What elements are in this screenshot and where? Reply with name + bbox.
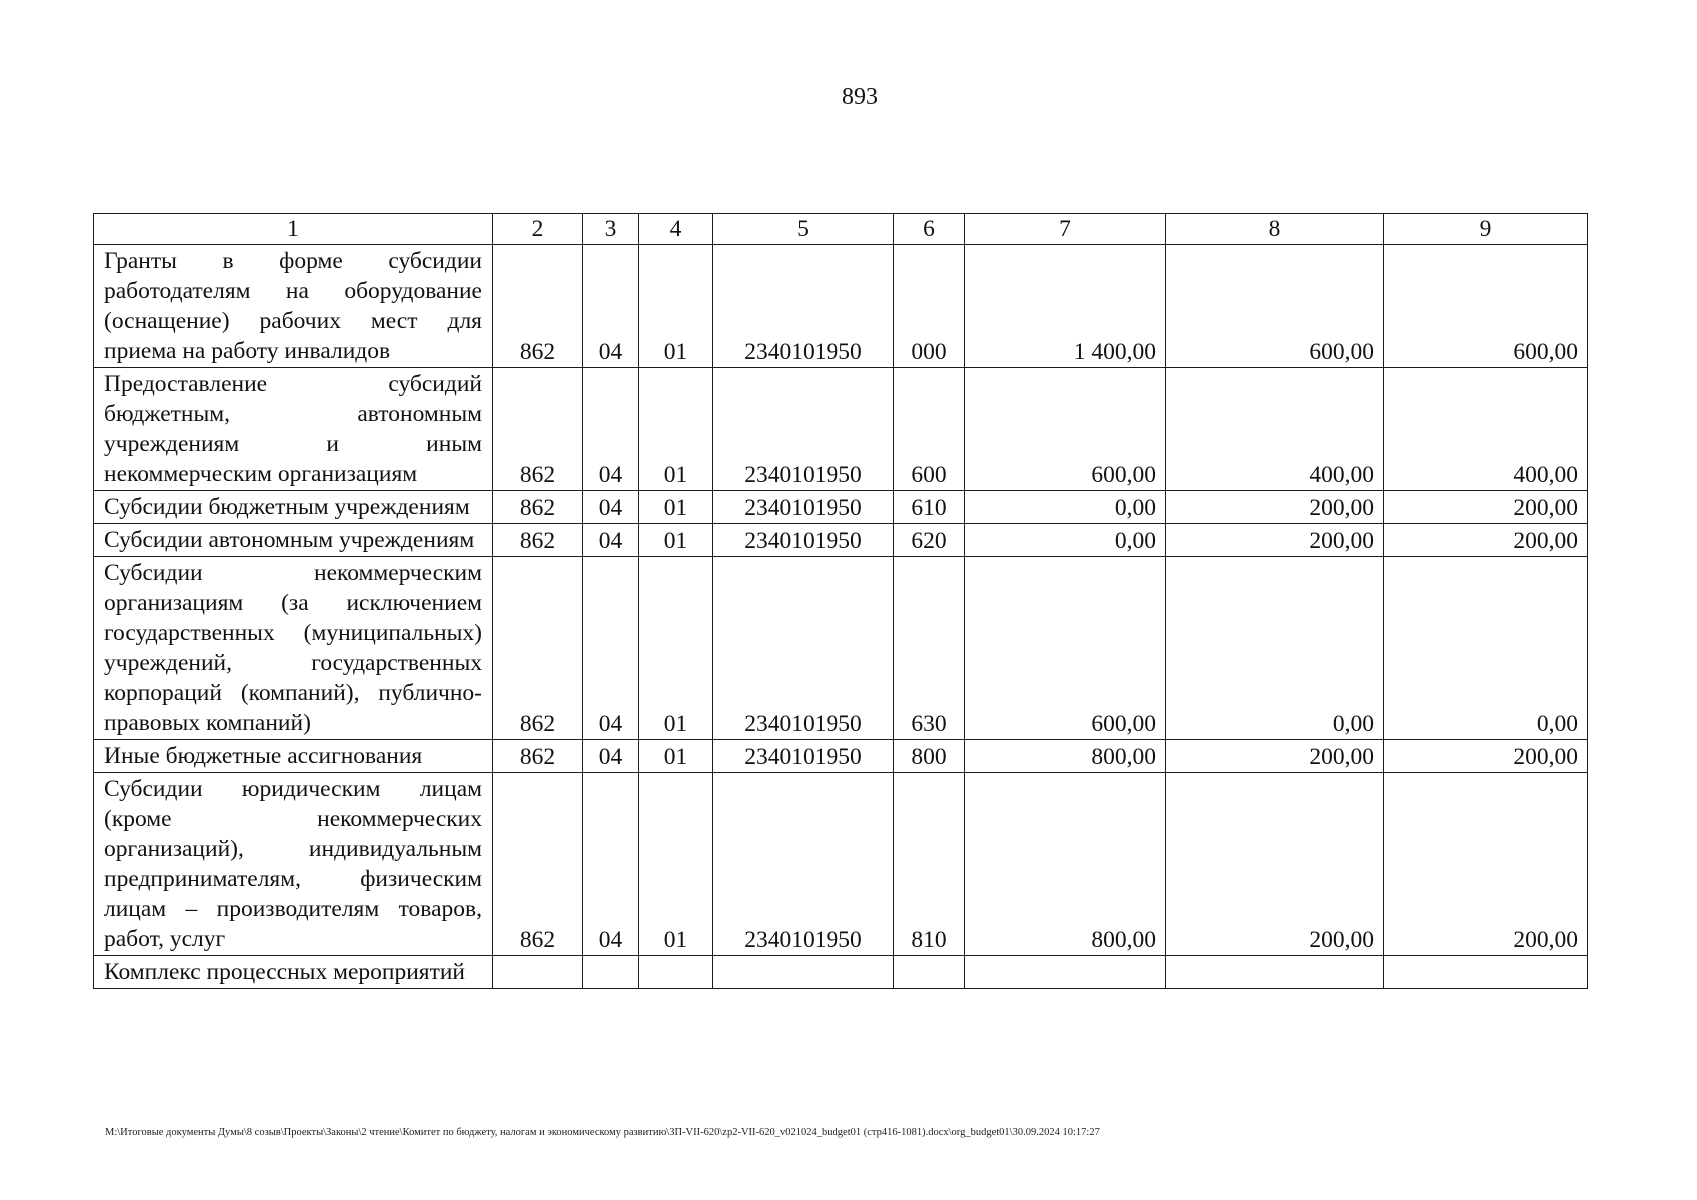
code-cell: 04 (583, 773, 639, 956)
code-cell: 04 (583, 557, 639, 740)
code-cell: 630 (894, 557, 965, 740)
code-cell: 04 (583, 740, 639, 773)
code-cell: 2340101950 (713, 524, 894, 557)
amount-cell: 200,00 (1166, 773, 1384, 956)
code-cell (493, 956, 583, 989)
header-cell: 9 (1384, 214, 1588, 245)
amount-cell: 600,00 (965, 368, 1166, 491)
code-cell: 04 (583, 245, 639, 368)
header-cell: 7 (965, 214, 1166, 245)
amount-cell (1384, 956, 1588, 989)
amount-cell: 200,00 (1384, 773, 1588, 956)
code-cell: 04 (583, 368, 639, 491)
code-cell: 04 (583, 524, 639, 557)
amount-cell: 0,00 (965, 524, 1166, 557)
code-cell: 2340101950 (713, 368, 894, 491)
code-cell: 01 (639, 368, 713, 491)
code-cell: 2340101950 (713, 773, 894, 956)
header-cell: 2 (493, 214, 583, 245)
code-cell: 862 (493, 773, 583, 956)
amount-cell: 200,00 (1384, 740, 1588, 773)
code-cell: 862 (493, 557, 583, 740)
code-cell: 2340101950 (713, 491, 894, 524)
row-name-cell: Комплекс процессных мероприятий (94, 956, 493, 989)
budget-table (93, 213, 1588, 989)
code-cell: 862 (493, 524, 583, 557)
code-cell: 01 (639, 245, 713, 368)
document-file-path: M:\Итоговые документы Думы\8 созыв\Проекты\Законы\2 чтение\Комитет по бюджету, налогам и экономическому развитию\ЗП-VII-620\zp2-VII-620_v021024_budget01 (стр416-1081).docx\org_budget01\30.09.2024 10:17:27 (105, 1127, 1100, 1138)
code-cell: 862 (493, 740, 583, 773)
amount-cell: 200,00 (1384, 524, 1588, 557)
header-cell: 5 (713, 214, 894, 245)
code-cell: 04 (583, 491, 639, 524)
table-row (94, 245, 1588, 368)
code-cell: 2340101950 (713, 245, 894, 368)
table-row (94, 557, 1588, 740)
amount-cell: 600,00 (965, 557, 1166, 740)
code-cell: 000 (894, 245, 965, 368)
table-row (94, 956, 1588, 989)
table-row (94, 491, 1588, 524)
amount-cell: 1 400,00 (965, 245, 1166, 368)
code-cell: 610 (894, 491, 965, 524)
row-name-cell: Субсидии юридическим лицам (кроме некоммерческих организаций), индивидуальным предпринимателям, физическим лицам – производителям товаров, работ, услуг (94, 773, 493, 956)
code-cell (894, 956, 965, 989)
table-row (94, 368, 1588, 491)
amount-cell: 600,00 (1166, 245, 1384, 368)
code-cell: 810 (894, 773, 965, 956)
table-header-row (94, 214, 1588, 245)
code-cell: 862 (493, 245, 583, 368)
code-cell: 2340101950 (713, 557, 894, 740)
code-cell (583, 956, 639, 989)
row-name-cell: Субсидии бюджетным учреждениям (94, 491, 493, 524)
header-cell: 8 (1166, 214, 1384, 245)
code-cell (639, 956, 713, 989)
amount-cell: 0,00 (1384, 557, 1588, 740)
code-cell: 2340101950 (713, 740, 894, 773)
amount-cell: 0,00 (1166, 557, 1384, 740)
amount-cell: 800,00 (965, 773, 1166, 956)
header-cell: 1 (94, 214, 493, 245)
amount-cell: 600,00 (1384, 245, 1588, 368)
row-name-cell: Предоставление субсидий бюджетным, автономным учреждениям и иным некоммерческим организациям (94, 368, 493, 491)
header-cell: 3 (583, 214, 639, 245)
amount-cell: 200,00 (1166, 491, 1384, 524)
amount-cell: 400,00 (1166, 368, 1384, 491)
table-row (94, 773, 1588, 956)
code-cell: 800 (894, 740, 965, 773)
row-name-cell: Субсидии автономным учреждениям (94, 524, 493, 557)
amount-cell: 400,00 (1384, 368, 1588, 491)
amount-cell: 800,00 (965, 740, 1166, 773)
amount-cell: 200,00 (1166, 740, 1384, 773)
table-row (94, 524, 1588, 557)
code-cell: 01 (639, 773, 713, 956)
amount-cell: 200,00 (1166, 524, 1384, 557)
amount-cell (965, 956, 1166, 989)
row-name-cell: Субсидии некоммерческим организациям (за исключением государственных (муниципальных) учреждений, государственных корпораций (компаний), публично-правовых компаний) (94, 557, 493, 740)
header-cell: 4 (639, 214, 713, 245)
amount-cell: 0,00 (965, 491, 1166, 524)
code-cell: 600 (894, 368, 965, 491)
row-name-cell: Гранты в форме субсидии работодателям на оборудование (оснащение) рабочих мест для приема на работу инвалидов (94, 245, 493, 368)
amount-cell (1166, 956, 1384, 989)
code-cell (713, 956, 894, 989)
code-cell: 862 (493, 491, 583, 524)
header-cell: 6 (894, 214, 965, 245)
code-cell: 01 (639, 524, 713, 557)
page-number: 893 (842, 84, 878, 110)
row-name-cell: Иные бюджетные ассигнования (94, 740, 493, 773)
table-row (94, 740, 1588, 773)
code-cell: 620 (894, 524, 965, 557)
code-cell: 01 (639, 740, 713, 773)
code-cell: 862 (493, 368, 583, 491)
code-cell: 01 (639, 557, 713, 740)
code-cell: 01 (639, 491, 713, 524)
amount-cell: 200,00 (1384, 491, 1588, 524)
